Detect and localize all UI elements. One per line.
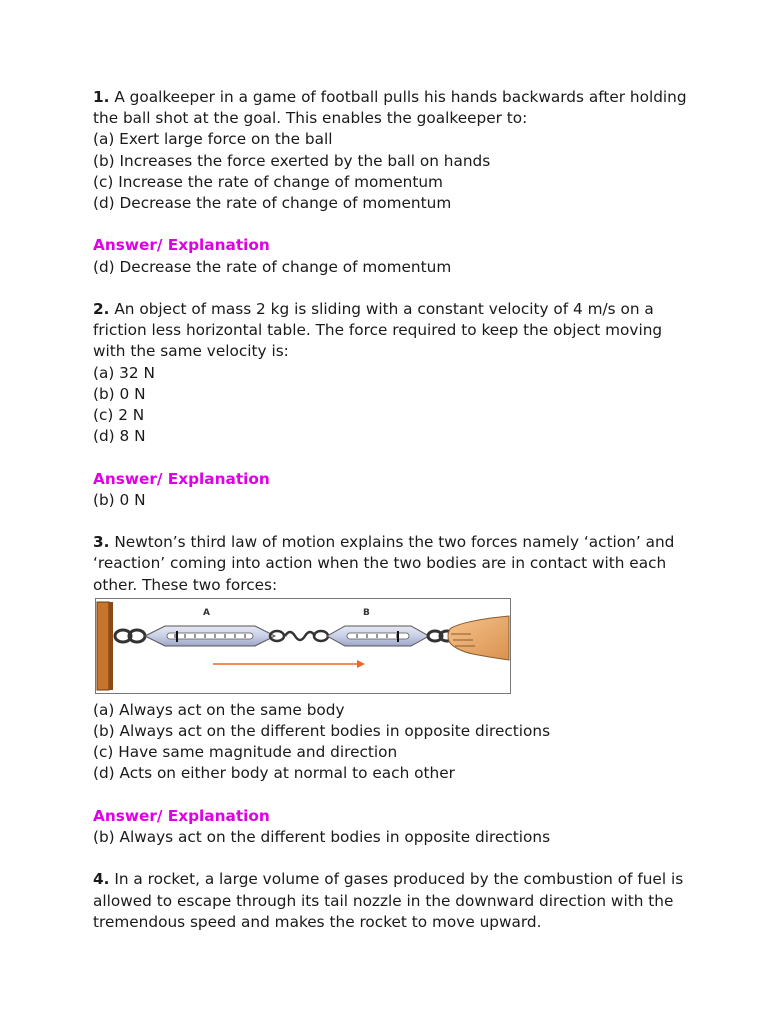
question-text: other. These two forces:: [93, 575, 278, 594]
option-a: (a) Exert large force on the ball: [93, 130, 333, 149]
question-4: [93, 869, 683, 933]
question-1: [93, 87, 687, 278]
question-text: allowed to escape through its tail nozzle in the downward direction with the: [93, 891, 674, 910]
label-b: B: [363, 607, 370, 618]
option-b: (b) Always act on the different bodies in opposite directions: [93, 722, 551, 741]
spring-balance-a: [145, 626, 275, 646]
question-3: [93, 532, 683, 848]
question-text: friction less horizontal table. The force required to keep the object moving: [93, 321, 663, 340]
question-number: 4.: [93, 870, 110, 889]
option-b: (b) Increases the force exerted by the ball on hands: [93, 151, 491, 170]
spring-balance-b: [327, 626, 429, 646]
question-text: the ball shot at the goal. This enables the goalkeeper to:: [93, 109, 528, 128]
question-text: tremendous speed and makes the rocket to move upward.: [93, 912, 542, 931]
answer-explanation-label[interactable]: Answer/ Explanation: [93, 806, 270, 825]
question-text: ‘reaction’ coming into action when the two bodies are in contact with each: [93, 554, 667, 573]
spring-balance-diagram: [95, 598, 511, 694]
question-text: with the same velocity is:: [93, 342, 289, 361]
question-number: 1.: [93, 88, 110, 106]
wall: [97, 602, 113, 690]
question-text: An object of mass 2 kg is sliding with a constant velocity of 4 m/s on a: [114, 300, 654, 318]
question-number: 2.: [93, 300, 110, 318]
answer-text: (d) Decrease the rate of change of momentum: [93, 257, 452, 276]
option-d: (d) Acts on either body at normal to each other: [93, 764, 455, 783]
option-d: (d) 8 N: [93, 427, 146, 446]
label-a: A: [203, 607, 210, 618]
question-text: In a rocket, a large volume of gases produced by the combustion of fuel is: [114, 870, 684, 889]
option-c: (c) Increase the rate of change of momentum: [93, 172, 443, 191]
question-list: [93, 87, 687, 933]
answer-explanation-label[interactable]: Answer/ Explanation: [93, 236, 270, 255]
question-2: [93, 299, 683, 511]
answer-text: (b) 0 N: [93, 490, 146, 509]
question-text: A goalkeeper in a game of football pulls his hands backwards after holding: [114, 88, 687, 106]
option-c: (c) 2 N: [93, 406, 145, 425]
answer-explanation-label[interactable]: Answer/ Explanation: [93, 469, 270, 488]
question-text: Newton’s third law of motion explains the two forces namely ‘action’ and: [114, 533, 675, 552]
option-b: (b) 0 N: [93, 384, 146, 403]
option-d: (d) Decrease the rate of change of momentum: [93, 194, 452, 213]
answer-text: (b) Always act on the different bodies in opposite directions: [93, 828, 551, 847]
spring-balance-figure: [95, 598, 683, 694]
option-c: (c) Have same magnitude and direction: [93, 743, 398, 762]
option-a: (a) Always act on the same body: [93, 700, 345, 719]
question-number: 3.: [93, 533, 110, 552]
option-a: (a) 32 N: [93, 363, 155, 382]
